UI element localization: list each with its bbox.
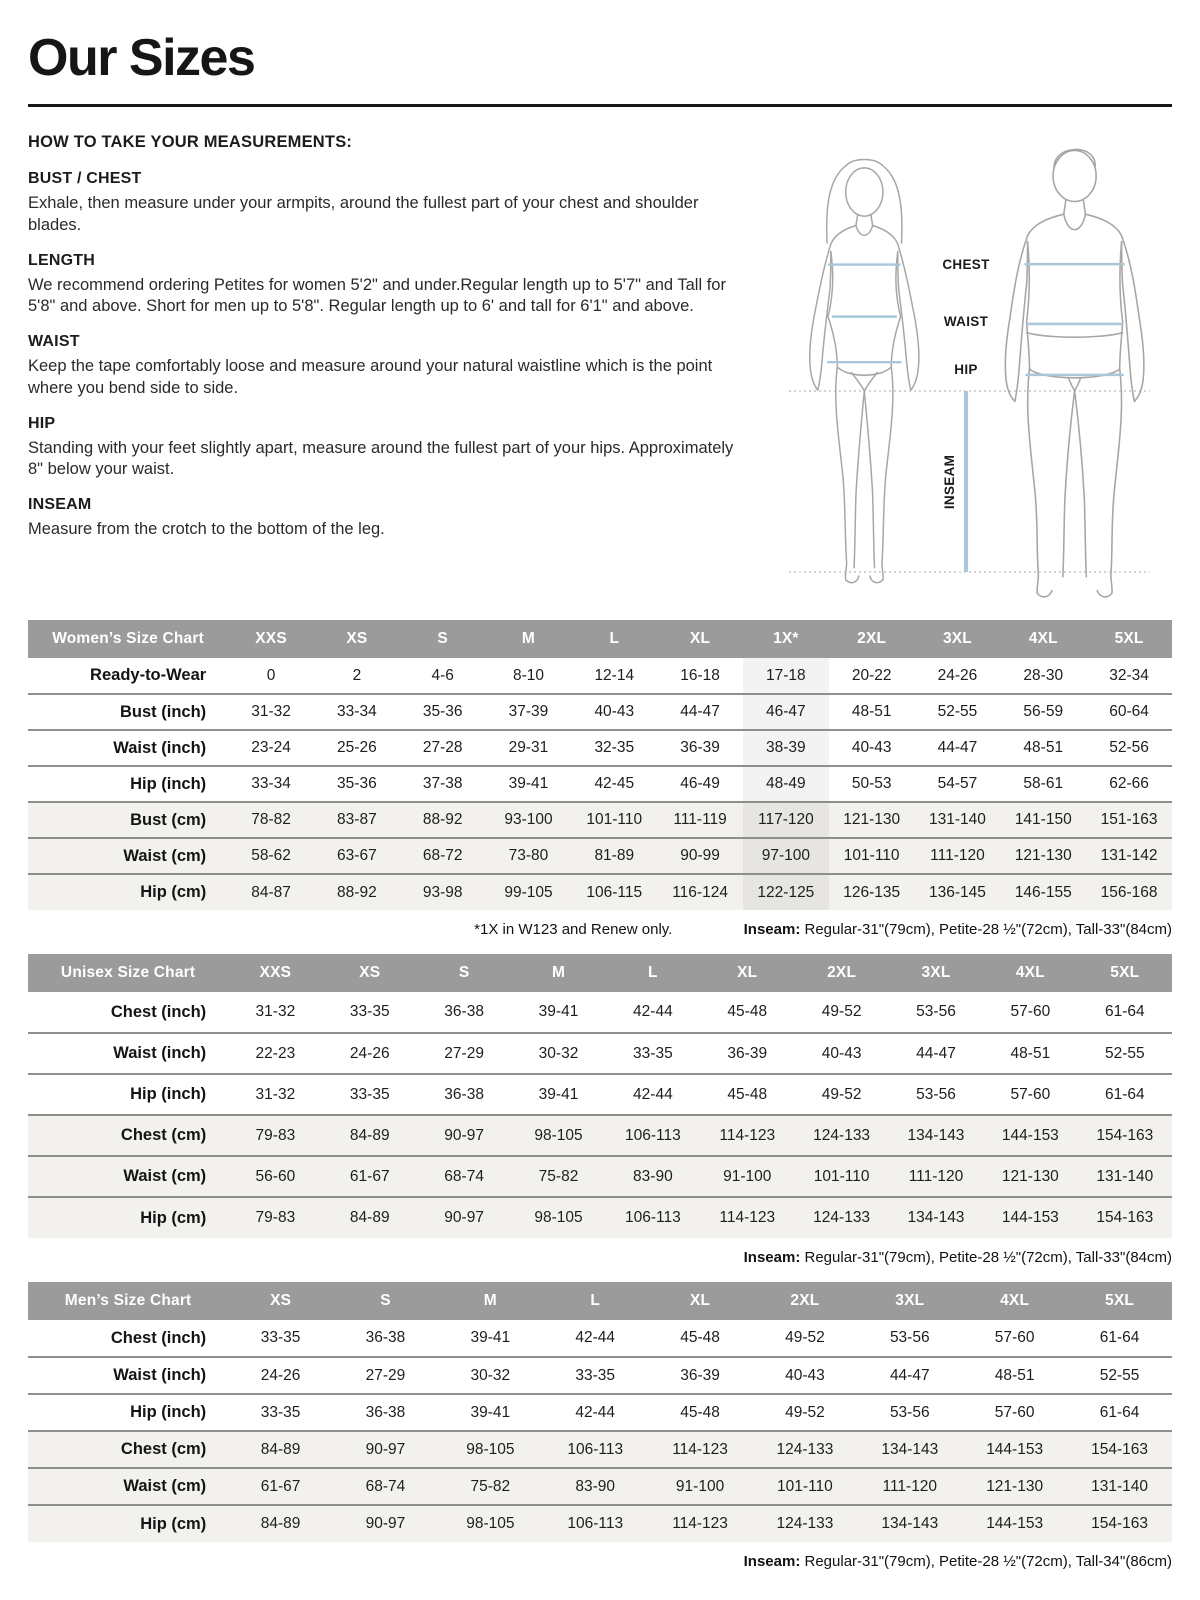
size-value-cell: 134-143 xyxy=(907,1126,965,1144)
size-value-cell: 144-153 xyxy=(1001,1209,1059,1226)
size-value-cell: 58-61 xyxy=(1023,775,1064,792)
row-label: Chest (inch) xyxy=(110,1328,207,1347)
size-value-cell: 50-53 xyxy=(851,775,892,792)
section-heading-waist: WAIST xyxy=(28,333,80,351)
size-value-cell: 124-133 xyxy=(813,1209,871,1226)
table-row xyxy=(28,1033,1172,1074)
size-value-cell: 131-140 xyxy=(1096,1167,1154,1185)
top-section xyxy=(28,131,1172,604)
size-value-cell: 44-47 xyxy=(889,1366,930,1384)
size-value-cell: 36-39 xyxy=(727,1044,768,1062)
table-row xyxy=(28,1320,1172,1357)
size-value-cell: 58-62 xyxy=(251,847,291,864)
size-value-cell: 8-10 xyxy=(512,666,544,684)
size-value-cell: 36-39 xyxy=(680,1366,720,1384)
size-value-cell: 68-74 xyxy=(444,1167,484,1185)
table-title: Women’s Size Chart xyxy=(28,620,228,658)
size-value-cell: 36-38 xyxy=(365,1329,406,1346)
size-value-cell: 144-153 xyxy=(1001,1126,1059,1144)
size-value-cell: 57-60 xyxy=(1010,1085,1051,1103)
size-value-cell: 27-29 xyxy=(365,1366,406,1384)
size-value-cell: 122-125 xyxy=(743,874,829,910)
size-value-cell: 116-124 xyxy=(672,883,728,901)
size-value-cell: 33-35 xyxy=(633,1044,673,1062)
size-value-cell: 33-35 xyxy=(260,1329,301,1346)
row-label: Waist (inch) xyxy=(113,1366,207,1384)
unisex-size-chart-table xyxy=(28,954,1172,1238)
size-value-cell: 42-44 xyxy=(633,1085,673,1103)
row-label: Hip (cm) xyxy=(140,883,207,901)
size-value-cell: 35-36 xyxy=(422,703,463,720)
size-value-cell: 154-163 xyxy=(1096,1209,1154,1226)
size-value-cell: 33-34 xyxy=(337,703,377,720)
size-value-cell: 4-6 xyxy=(431,666,454,684)
table-title: Unisex Size Chart xyxy=(28,954,228,992)
size-value-cell: 61-64 xyxy=(1099,1403,1140,1421)
section-heading-inseam: INSEAM xyxy=(28,496,92,514)
row-label: Hip (cm) xyxy=(140,1208,207,1227)
size-value-cell: 45-48 xyxy=(680,1403,720,1421)
size-value-cell: 134-143 xyxy=(907,1209,965,1226)
size-value-cell: 42-44 xyxy=(575,1329,616,1346)
size-value-cell: 30-32 xyxy=(538,1044,579,1062)
size-value-cell: 106-113 xyxy=(567,1515,624,1532)
size-value-cell: 90-97 xyxy=(444,1209,484,1226)
instructions-heading: HOW TO TAKE YOUR MEASUREMENTS: xyxy=(28,133,353,151)
size-value-cell: 78-82 xyxy=(251,811,291,828)
size-value-cell: 83-87 xyxy=(337,811,377,828)
waist-label: WAIST xyxy=(943,314,989,329)
size-value-cell: 98-105 xyxy=(466,1440,515,1458)
size-value-cell: 27-28 xyxy=(422,739,463,756)
size-value-cell: 42-45 xyxy=(594,775,635,792)
men-size-chart-section xyxy=(28,1282,1172,1570)
section-heading-bust-chest: BUST / CHEST xyxy=(28,170,142,187)
size-value-cell: 121-130 xyxy=(1001,1167,1059,1185)
size-value-cell: 48-51 xyxy=(851,703,892,720)
row-label: Waist (cm) xyxy=(123,846,207,865)
size-value-cell: 156-168 xyxy=(1100,883,1158,901)
size-value-cell: 84-89 xyxy=(349,1126,390,1144)
size-value-cell: 30-32 xyxy=(470,1366,511,1384)
size-column-header: 2XL xyxy=(752,1282,857,1320)
woman-figure xyxy=(810,159,919,582)
size-value-cell: 36-38 xyxy=(444,1085,484,1103)
size-column-header: XS xyxy=(314,620,400,658)
table-row xyxy=(28,802,1172,838)
size-value-cell: 114-123 xyxy=(719,1209,776,1226)
row-label: Waist (cm) xyxy=(123,1167,207,1185)
size-value-cell: 111-120 xyxy=(882,1477,938,1495)
size-value-cell: 32-34 xyxy=(1109,666,1149,684)
section-heading-hip: HIP xyxy=(28,414,56,432)
size-value-cell: 44-47 xyxy=(916,1044,956,1062)
size-value-cell: 37-39 xyxy=(508,703,549,720)
size-value-cell: 126-135 xyxy=(843,883,901,901)
size-value-cell: 48-49 xyxy=(743,766,829,802)
size-value-cell: 39-41 xyxy=(538,1085,579,1103)
size-value-cell: 84-87 xyxy=(251,883,291,901)
size-value-cell: 17-18 xyxy=(743,658,829,694)
size-value-cell: 79-83 xyxy=(255,1126,296,1144)
size-value-cell: 32-35 xyxy=(594,739,635,756)
size-value-cell: 40-43 xyxy=(594,703,635,720)
table-row xyxy=(28,1431,1172,1468)
table-row xyxy=(28,658,1172,694)
size-value-cell: 101-110 xyxy=(843,847,900,864)
size-value-cell: 56-59 xyxy=(1023,703,1064,720)
size-value-cell: 49-52 xyxy=(785,1403,825,1421)
size-value-cell: 90-97 xyxy=(444,1126,484,1144)
unisex-chart-footnotes xyxy=(28,1249,1172,1266)
size-value-cell: 68-74 xyxy=(365,1477,406,1495)
size-value-cell: 131-142 xyxy=(1100,847,1158,864)
size-value-cell: 29-31 xyxy=(508,739,549,756)
size-value-cell: 46-47 xyxy=(743,694,829,730)
size-value-cell: 40-43 xyxy=(785,1366,825,1384)
table-row xyxy=(28,730,1172,766)
size-column-header: 3XL xyxy=(857,1282,962,1320)
size-value-cell: 61-67 xyxy=(260,1477,301,1495)
size-value-cell: 36-39 xyxy=(680,739,720,756)
size-value-cell: 60-64 xyxy=(1109,703,1149,720)
size-value-cell: 33-34 xyxy=(251,775,291,792)
size-column-header: XL xyxy=(657,620,743,658)
size-column-header: 3XL xyxy=(915,620,1001,658)
size-value-cell: 49-52 xyxy=(821,1003,862,1020)
size-value-cell: 75-82 xyxy=(470,1477,511,1495)
size-value-cell: 16-18 xyxy=(680,666,720,684)
size-value-cell: 61-67 xyxy=(349,1167,390,1185)
size-column-header: L xyxy=(543,1282,648,1320)
size-column-header: 4XL xyxy=(1000,620,1086,658)
size-column-header: XS xyxy=(323,954,417,992)
size-value-cell: 24-26 xyxy=(260,1366,301,1384)
size-value-cell: 121-130 xyxy=(843,811,901,828)
row-label: Hip (cm) xyxy=(140,1514,207,1533)
size-value-cell: 46-49 xyxy=(680,775,720,792)
size-value-cell: 39-41 xyxy=(470,1329,511,1346)
size-value-cell: 106-113 xyxy=(567,1440,624,1458)
size-column-header: 1X* xyxy=(743,620,829,658)
size-value-cell: 68-72 xyxy=(422,847,463,864)
size-value-cell: 33-35 xyxy=(349,1085,390,1103)
size-value-cell: 42-44 xyxy=(633,1003,673,1020)
unisex-size-chart-section xyxy=(28,954,1172,1266)
size-value-cell: 79-83 xyxy=(255,1209,296,1226)
women-inseam-note: Inseam: Regular-31"(79cm), Petite-28 ½"(72cm), Tall-33"(84cm) xyxy=(743,921,1172,938)
size-column-header: 2XL xyxy=(794,954,888,992)
women-size-chart-section xyxy=(28,620,1172,938)
measurement-diagram xyxy=(762,117,1172,604)
size-column-header: XXS xyxy=(228,620,314,658)
size-value-cell: 31-32 xyxy=(251,703,291,720)
size-value-cell: 25-26 xyxy=(337,739,377,756)
section-body-waist: Keep the tape comfortably loose and measure around your natural waistline which is the point where you bend side to side. xyxy=(28,357,713,397)
size-column-header: 2XL xyxy=(829,620,915,658)
size-value-cell: 99-105 xyxy=(504,883,553,901)
row-label: Chest (cm) xyxy=(120,1440,207,1458)
row-label: Hip (inch) xyxy=(130,1403,207,1421)
section-body-hip: Standing with your feet slightly apart, measure around the fullest part of your hips. Approximately 8" below your waist. xyxy=(28,438,734,479)
row-label: Bust (inch) xyxy=(120,702,207,721)
size-value-cell: 48-51 xyxy=(1023,739,1064,756)
size-value-cell: 52-56 xyxy=(1109,739,1149,756)
size-value-cell: 63-67 xyxy=(337,847,377,864)
size-value-cell: 52-55 xyxy=(1099,1366,1140,1384)
size-value-cell: 144-153 xyxy=(986,1515,1044,1532)
size-column-header: XL xyxy=(700,954,794,992)
table-row xyxy=(28,992,1172,1033)
size-value-cell: 24-26 xyxy=(349,1044,390,1062)
table-row xyxy=(28,1156,1172,1197)
table-row xyxy=(28,1074,1172,1115)
size-column-header: S xyxy=(333,1282,438,1320)
size-value-cell: 35-36 xyxy=(337,775,377,792)
row-label: Hip (inch) xyxy=(130,1085,207,1103)
table-row xyxy=(28,874,1172,910)
size-value-cell: 83-90 xyxy=(633,1167,673,1185)
size-value-cell: 146-155 xyxy=(1014,883,1072,901)
size-value-cell: 0 xyxy=(266,666,276,684)
size-value-cell: 154-163 xyxy=(1091,1515,1148,1532)
size-value-cell: 114-123 xyxy=(719,1126,776,1144)
row-label: Waist (inch) xyxy=(113,738,207,757)
size-column-header: 3XL xyxy=(889,954,983,992)
man-figure xyxy=(1005,149,1144,596)
size-value-cell: 45-48 xyxy=(727,1085,768,1103)
size-value-cell: 39-41 xyxy=(508,775,549,792)
size-value-cell: 141-150 xyxy=(1014,811,1072,828)
size-value-cell: 88-92 xyxy=(422,811,463,828)
size-column-header: S xyxy=(417,954,511,992)
size-value-cell: 121-130 xyxy=(1014,847,1072,864)
size-value-cell: 90-97 xyxy=(365,1515,406,1532)
table-row xyxy=(28,694,1172,730)
size-value-cell: 90-97 xyxy=(365,1440,406,1458)
size-value-cell: 61-64 xyxy=(1104,1003,1145,1020)
size-value-cell: 2 xyxy=(352,666,362,684)
size-value-cell: 62-66 xyxy=(1109,775,1149,792)
table-row xyxy=(28,1468,1172,1505)
size-value-cell: 52-55 xyxy=(1104,1044,1145,1062)
size-value-cell: 101-110 xyxy=(586,811,643,828)
size-value-cell: 88-92 xyxy=(337,883,377,901)
size-column-header: 5XL xyxy=(1078,954,1172,992)
size-value-cell: 42-44 xyxy=(575,1403,616,1421)
row-label: Waist (inch) xyxy=(113,1044,207,1062)
title-divider xyxy=(28,104,1172,107)
size-value-cell: 134-143 xyxy=(881,1440,939,1458)
table-title: Men’s Size Chart xyxy=(28,1282,228,1320)
size-column-header: 5XL xyxy=(1067,1282,1172,1320)
size-value-cell: 61-64 xyxy=(1099,1329,1140,1346)
size-value-cell: 154-163 xyxy=(1096,1126,1154,1144)
inseam-label: INSEAM xyxy=(942,454,957,510)
size-column-header: S xyxy=(400,620,486,658)
women-size-chart-table xyxy=(28,620,1172,910)
size-column-header: M xyxy=(438,1282,543,1320)
row-label: Chest (inch) xyxy=(110,1002,207,1021)
size-value-cell: 38-39 xyxy=(743,730,829,766)
size-value-cell: 90-99 xyxy=(680,847,720,864)
table-row xyxy=(28,766,1172,802)
size-value-cell: 93-100 xyxy=(504,811,553,828)
row-label: Waist (cm) xyxy=(123,1477,207,1495)
size-value-cell: 84-89 xyxy=(260,1440,301,1458)
size-column-header: L xyxy=(606,954,700,992)
size-value-cell: 121-130 xyxy=(986,1477,1044,1495)
size-value-cell: 98-105 xyxy=(534,1209,583,1226)
size-value-cell: 36-38 xyxy=(444,1003,484,1020)
size-value-cell: 53-56 xyxy=(916,1085,956,1103)
table-row xyxy=(28,1115,1172,1156)
hip-label: HIP xyxy=(954,362,978,377)
measurement-instructions xyxy=(28,131,762,549)
body-figures-illustration xyxy=(762,117,1172,604)
size-value-cell: 44-47 xyxy=(680,703,720,720)
size-value-cell: 101-110 xyxy=(813,1167,870,1185)
row-label: Chest (cm) xyxy=(120,1126,207,1144)
size-value-cell: 31-32 xyxy=(255,1003,296,1020)
size-value-cell: 91-100 xyxy=(675,1477,725,1495)
size-value-cell: 93-98 xyxy=(422,883,463,901)
size-value-cell: 98-105 xyxy=(534,1126,583,1144)
size-value-cell: 37-38 xyxy=(422,775,463,792)
size-value-cell: 124-133 xyxy=(776,1440,834,1458)
size-column-header: M xyxy=(511,954,605,992)
size-value-cell: 57-60 xyxy=(994,1329,1035,1346)
men-chart-footnotes xyxy=(28,1553,1172,1570)
size-value-cell: 39-41 xyxy=(470,1403,511,1421)
size-column-header: M xyxy=(486,620,572,658)
size-value-cell: 12-14 xyxy=(594,666,635,684)
size-value-cell: 111-120 xyxy=(908,1167,964,1185)
size-value-cell: 23-24 xyxy=(251,739,291,756)
chest-label: CHEST xyxy=(942,257,990,272)
unisex-inseam-note: Inseam: Regular-31"(79cm), Petite-28 ½"(72cm), Tall-33"(84cm) xyxy=(743,1249,1172,1266)
size-value-cell: 53-56 xyxy=(889,1403,930,1421)
size-value-cell: 33-35 xyxy=(349,1003,390,1020)
section-heading-length: LENGTH xyxy=(28,251,95,269)
size-column-header: XS xyxy=(228,1282,333,1320)
size-value-cell: 84-89 xyxy=(260,1515,301,1532)
size-value-cell: 57-60 xyxy=(1010,1003,1051,1020)
size-value-cell: 40-43 xyxy=(851,739,892,756)
size-value-cell: 61-64 xyxy=(1104,1085,1145,1103)
size-value-cell: 75-82 xyxy=(538,1167,579,1185)
size-value-cell: 22-23 xyxy=(255,1044,296,1062)
size-value-cell: 83-90 xyxy=(575,1477,616,1495)
size-value-cell: 73-80 xyxy=(508,847,549,864)
section-body-inseam: Measure from the crotch to the bottom of the leg. xyxy=(28,520,385,539)
table-row xyxy=(28,1394,1172,1431)
size-value-cell: 49-52 xyxy=(785,1329,825,1346)
table-row xyxy=(28,1197,1172,1238)
table-row xyxy=(28,838,1172,874)
size-value-cell: 101-110 xyxy=(777,1477,833,1495)
size-value-cell: 24-26 xyxy=(937,666,978,684)
section-body-bust-chest: Exhale, then measure under your armpits, around the fullest part of your chest and shoulder blades. xyxy=(28,194,699,234)
size-column-header: 4XL xyxy=(983,954,1077,992)
size-value-cell: 49-52 xyxy=(821,1085,862,1103)
size-value-cell: 151-163 xyxy=(1100,811,1158,828)
size-value-cell: 154-163 xyxy=(1091,1440,1148,1458)
size-value-cell: 53-56 xyxy=(916,1003,956,1020)
row-label: Bust (cm) xyxy=(130,810,207,829)
size-value-cell: 56-60 xyxy=(255,1167,296,1185)
size-value-cell: 40-43 xyxy=(821,1044,862,1062)
size-value-cell: 111-119 xyxy=(673,811,727,828)
size-value-cell: 106-113 xyxy=(625,1209,681,1226)
size-value-cell: 124-133 xyxy=(813,1126,871,1144)
size-value-cell: 31-32 xyxy=(255,1085,296,1103)
size-value-cell: 117-120 xyxy=(743,802,829,838)
size-value-cell: 44-47 xyxy=(937,739,978,756)
size-column-header: L xyxy=(571,620,657,658)
size-value-cell: 134-143 xyxy=(881,1515,939,1532)
size-value-cell: 81-89 xyxy=(594,847,635,864)
size-value-cell: 84-89 xyxy=(349,1209,390,1226)
size-value-cell: 136-145 xyxy=(929,883,986,901)
page-title: Our Sizes xyxy=(28,29,255,87)
size-value-cell: 57-60 xyxy=(994,1403,1035,1421)
row-label: Ready-to-Wear xyxy=(90,666,207,684)
section-body-length: We recommend ordering Petites for women 5'2" and under.Regular length up to 5'7" and Tall for 5'8" and above. Short for men up to 5'8". Regular length up to 6' and tall for 6'1" and above. xyxy=(28,275,726,316)
size-value-cell: 54-57 xyxy=(937,775,978,792)
size-value-cell: 131-140 xyxy=(929,811,986,828)
size-value-cell: 97-100 xyxy=(743,838,829,874)
size-column-header: XXS xyxy=(228,954,322,992)
size-value-cell: 98-105 xyxy=(466,1515,515,1532)
size-value-cell: 36-38 xyxy=(365,1403,406,1421)
size-value-cell: 114-123 xyxy=(672,1440,728,1458)
size-value-cell: 52-55 xyxy=(937,703,978,720)
size-value-cell: 39-41 xyxy=(538,1003,579,1020)
men-size-chart-table xyxy=(28,1282,1172,1542)
table-row xyxy=(28,1357,1172,1394)
size-value-cell: 144-153 xyxy=(986,1440,1044,1458)
size-value-cell: 53-56 xyxy=(889,1329,930,1346)
size-value-cell: 27-29 xyxy=(444,1044,484,1062)
size-column-header: 4XL xyxy=(962,1282,1067,1320)
row-label: Hip (inch) xyxy=(130,774,207,793)
women-chart-footnotes xyxy=(28,921,1172,938)
size-value-cell: 33-35 xyxy=(260,1403,301,1421)
size-value-cell: 91-100 xyxy=(723,1167,772,1185)
size-value-cell: 45-48 xyxy=(680,1329,720,1346)
size-value-cell: 131-140 xyxy=(1091,1477,1148,1495)
size-value-cell: 111-120 xyxy=(930,847,985,864)
table-row xyxy=(28,1505,1172,1542)
size-value-cell: 114-123 xyxy=(672,1515,728,1532)
size-value-cell: 48-51 xyxy=(994,1366,1035,1384)
men-inseam-note: Inseam: Regular-31"(79cm), Petite-28 ½"(72cm), Tall-34"(86cm) xyxy=(743,1553,1172,1570)
size-value-cell: 124-133 xyxy=(776,1515,834,1532)
size-column-header: 5XL xyxy=(1086,620,1172,658)
size-value-cell: 48-51 xyxy=(1010,1044,1051,1062)
size-value-cell: 20-22 xyxy=(851,666,892,684)
one-x-footnote: *1X in W123 and Renew only. xyxy=(474,921,673,938)
size-value-cell: 33-35 xyxy=(575,1366,616,1384)
size-value-cell: 28-30 xyxy=(1023,666,1064,684)
size-value-cell: 45-48 xyxy=(727,1003,768,1020)
size-value-cell: 106-113 xyxy=(625,1126,681,1144)
size-column-header: XL xyxy=(648,1282,753,1320)
size-value-cell: 106-115 xyxy=(586,883,643,901)
